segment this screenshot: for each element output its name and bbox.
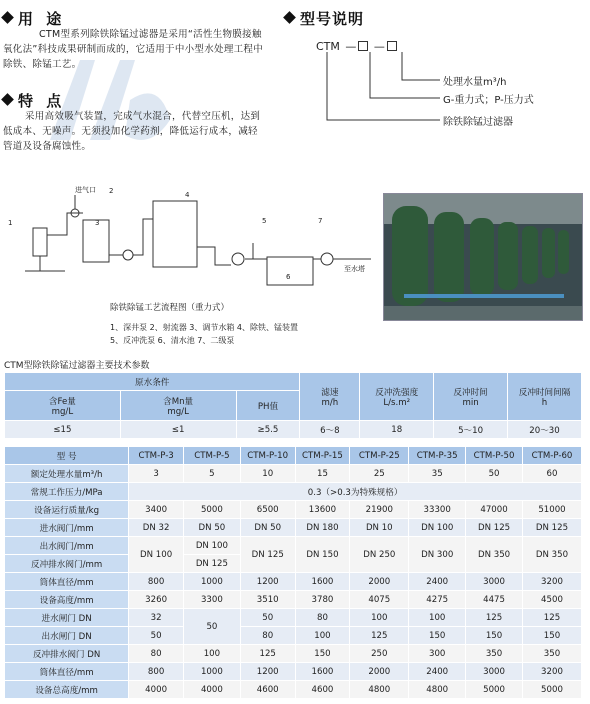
cell: DN 300	[409, 537, 466, 573]
model-line2: G-重力式；P-压力式	[443, 95, 534, 106]
cell: 5～10	[434, 421, 508, 439]
cell: DN 350	[466, 537, 523, 573]
flow-caption: 除铁除锰工艺流程图（重力式）	[110, 303, 230, 313]
flow-to-network: 至水塔	[344, 265, 365, 273]
cell: 4000	[183, 681, 240, 699]
cell: 800	[129, 573, 184, 591]
cell: DN 10	[350, 519, 409, 537]
row-label: 筒体直径/mm	[5, 663, 129, 681]
cell: 2400	[409, 573, 466, 591]
col-header: 含Fe量 mg/L	[5, 391, 121, 421]
cell: 5000	[522, 681, 581, 699]
cell: 6500	[240, 501, 295, 519]
flow-num-6: 6	[286, 273, 291, 281]
model-heading: 型号说明	[285, 8, 364, 29]
usage-heading: 用 途	[3, 8, 65, 29]
flow-legend-2: 5、反冲洗泵 6、清水池 7、二级泵	[110, 336, 235, 345]
cell: 47000	[466, 501, 523, 519]
cell: 4475	[466, 591, 523, 609]
cell: 125	[522, 609, 581, 627]
cell: DN 250	[350, 537, 409, 573]
cell: 25	[350, 465, 409, 483]
cell: 350	[466, 645, 523, 663]
cell: 150	[466, 627, 523, 645]
flow-num-3: 3	[95, 219, 100, 227]
cell: DN 32	[129, 519, 184, 537]
model-code: CTM — —	[316, 40, 397, 53]
cell: 4275	[409, 591, 466, 609]
cell: 10	[240, 465, 295, 483]
cell: 21900	[350, 501, 409, 519]
cell: 150	[522, 627, 581, 645]
cell: 1200	[240, 573, 295, 591]
cell: 2000	[350, 573, 409, 591]
cell: 51000	[522, 501, 581, 519]
label-type: 型 号	[5, 447, 129, 465]
cell: 2000	[350, 663, 409, 681]
cell: 18	[360, 421, 434, 439]
row-label: 设备高度/mm	[5, 591, 129, 609]
col-header: PH值	[236, 391, 300, 421]
cell: 1000	[183, 573, 240, 591]
diamond-icon	[1, 93, 14, 106]
flow-air-inlet: 进气口	[75, 186, 96, 194]
cell: 3300	[183, 591, 240, 609]
cell: 1600	[295, 663, 350, 681]
row-label: 进水阀门/mm	[5, 519, 129, 537]
model-header: CTM-P-60	[522, 447, 581, 465]
model-code-text: CTM	[316, 40, 340, 53]
row-label: 设备总高度/mm	[5, 681, 129, 699]
model-header: CTM-P-25	[350, 447, 409, 465]
flow-num-4: 4	[185, 191, 190, 199]
diamond-icon	[1, 11, 14, 24]
model-header: CTM-P-10	[240, 447, 295, 465]
cell: DN 50	[183, 519, 240, 537]
cell: 1000	[183, 663, 240, 681]
cell: DN 100	[129, 537, 184, 573]
flow-num-2: 2	[109, 187, 114, 195]
col-header: 含Mn量 mg/L	[120, 391, 236, 421]
cell: 350	[522, 645, 581, 663]
cell: 4800	[350, 681, 409, 699]
cell: 100	[183, 645, 240, 663]
col-header: 反冲时间 min	[434, 373, 508, 421]
flow-num-1: 1	[8, 219, 13, 227]
cell: 800	[129, 663, 184, 681]
cell: 60	[522, 465, 581, 483]
cell: 100	[295, 627, 350, 645]
flow-diagram	[5, 185, 380, 300]
model-header: CTM-P-3	[129, 447, 184, 465]
group-header: 原水条件	[5, 373, 300, 391]
cell: ≤1	[120, 421, 236, 439]
cell: 6～8	[300, 421, 360, 439]
raw-water-table	[4, 372, 582, 439]
features-text: 采用高效吸气装置，完成气水混合，代替空压机，达到低成本、无噪声。无须投加化学药剂，降低运行成本，减轻管道及设备腐蚀性。	[3, 111, 261, 152]
cell: 125	[466, 609, 523, 627]
cell: 100	[350, 609, 409, 627]
cell: 4500	[522, 591, 581, 609]
cell: 150	[295, 645, 350, 663]
cell: 4800	[409, 681, 466, 699]
cell: 0.3（>0.3为特殊规格）	[129, 483, 582, 501]
cell: ≤15	[5, 421, 121, 439]
cell: 80	[129, 645, 184, 663]
cell: 3260	[129, 591, 184, 609]
cell: DN 125	[183, 555, 240, 573]
model-header: CTM-P-50	[466, 447, 523, 465]
cell: DN 180	[295, 519, 350, 537]
col-header: 反冲时间间隔 h	[508, 373, 582, 421]
row-label: 筒体直径/mm	[5, 573, 129, 591]
row-label: 进水闸门 DN	[5, 609, 129, 627]
flow-num-5: 5	[262, 217, 267, 225]
cell: 1600	[295, 573, 350, 591]
row-label: 设备运行质量/kg	[5, 501, 129, 519]
cell: 3400	[129, 501, 184, 519]
cell: DN 100	[409, 519, 466, 537]
diamond-icon	[283, 11, 296, 24]
cell: 150	[409, 627, 466, 645]
cell: DN 150	[295, 537, 350, 573]
cell: DN 100	[183, 537, 240, 555]
cell: 50	[183, 609, 240, 645]
cell: ≥5.5	[236, 421, 300, 439]
cell: 250	[350, 645, 409, 663]
cell: 3200	[522, 573, 581, 591]
flow-num-7: 7	[318, 217, 323, 225]
cell: 3000	[466, 573, 523, 591]
cell: 33300	[409, 501, 466, 519]
col-header: 反冲洗强度 L/s.m²	[360, 373, 434, 421]
cell: DN 125	[466, 519, 523, 537]
spec-table	[4, 446, 582, 699]
cell: 3780	[295, 591, 350, 609]
features-heading: 特 点	[3, 90, 65, 111]
model-header: CTM-P-5	[183, 447, 240, 465]
usage-text: CTM型系列除铁除锰过滤器是采用“活性生物膜接触氧化法”科技成果研制而成的，它适用于中小型水处理工程中除铁、除锰工艺。	[3, 29, 264, 70]
col-header: 滤速 m/h	[300, 373, 360, 421]
cell: 125	[240, 645, 295, 663]
cell: 4600	[240, 681, 295, 699]
row-label: 常规工作压力/MPa	[5, 483, 129, 501]
cell: 50	[240, 609, 295, 627]
cell: DN 125	[240, 537, 295, 573]
row-label: 反冲排水阀门 DN	[5, 645, 129, 663]
model-header: CTM-P-15	[295, 447, 350, 465]
cell: 3000	[466, 663, 523, 681]
cell: 3200	[522, 663, 581, 681]
row-label: 出水阀门/mm	[5, 537, 129, 555]
cell: 3510	[240, 591, 295, 609]
cell: DN 350	[522, 537, 581, 573]
model-line1: 处理水量m³/h	[443, 77, 507, 88]
equipment-photo	[383, 193, 583, 321]
cell: 50	[466, 465, 523, 483]
cell: DN 125	[522, 519, 581, 537]
table-title: CTM型除铁除锰过滤器主要技术参数	[4, 361, 150, 371]
cell: 80	[240, 627, 295, 645]
cell: 4600	[295, 681, 350, 699]
cell: 50	[129, 627, 184, 645]
cell: 20～30	[508, 421, 582, 439]
cell: 4000	[129, 681, 184, 699]
cell: 100	[409, 609, 466, 627]
cell: 2400	[409, 663, 466, 681]
row-label: 反冲排水阀门/mm	[5, 555, 129, 573]
model-lines	[300, 50, 450, 140]
model-line3: 除铁除锰过滤器	[443, 117, 513, 128]
row-label: 额定处理水量m³/h	[5, 465, 129, 483]
cell: 4075	[350, 591, 409, 609]
cell: 300	[409, 645, 466, 663]
cell: 5000	[466, 681, 523, 699]
flow-legend-1: 1、深井泵 2、射流器 3、调节水箱 4、除铁、锰装置	[110, 323, 298, 332]
row-label: 出水闸门 DN	[5, 627, 129, 645]
cell: 5000	[183, 501, 240, 519]
cell: 32	[129, 609, 184, 627]
cell: DN 50	[240, 519, 295, 537]
cell: 15	[295, 465, 350, 483]
cell: 3	[129, 465, 184, 483]
model-header: CTM-P-35	[409, 447, 466, 465]
cell: 1200	[240, 663, 295, 681]
cell: 80	[295, 609, 350, 627]
cell: 35	[409, 465, 466, 483]
cell: 125	[350, 627, 409, 645]
cell: 13600	[295, 501, 350, 519]
cell: 5	[183, 465, 240, 483]
